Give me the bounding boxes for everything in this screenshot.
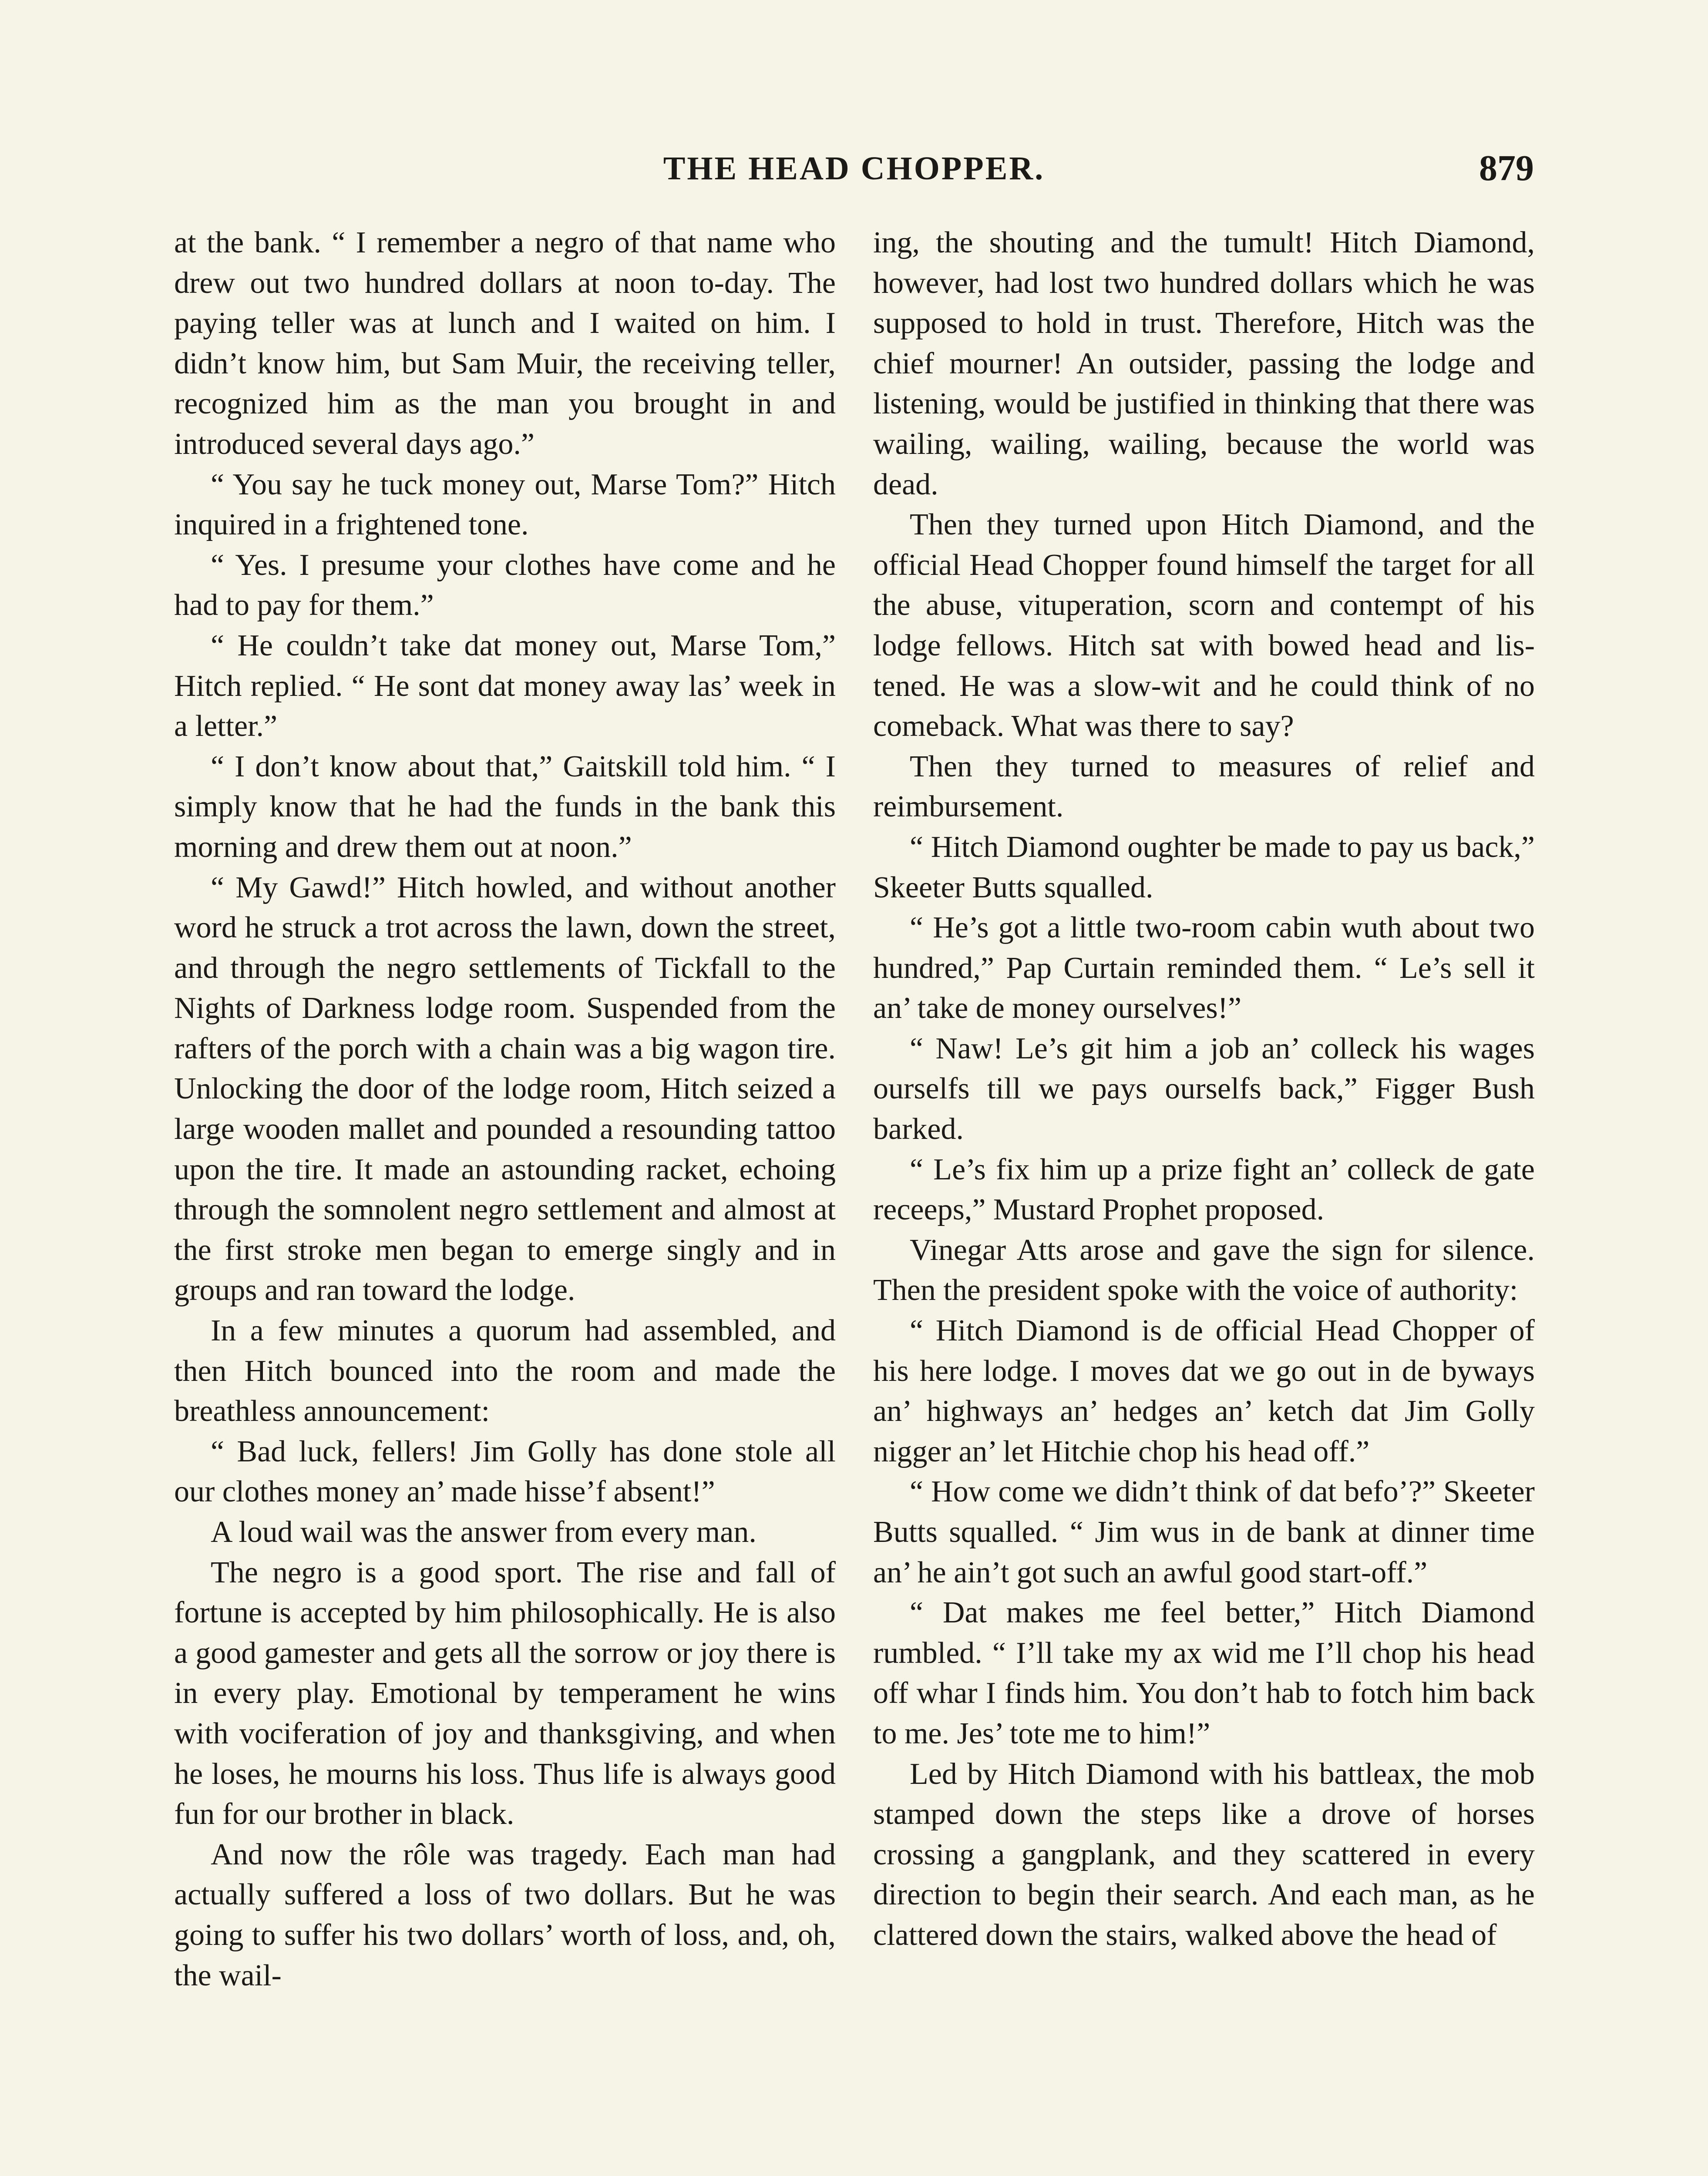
left-column [174, 223, 836, 1996]
page-title: THE HEAD CHOPPER. [663, 150, 1045, 187]
paragraph: “ How come we didn’t think of dat befo’?” Skeeter Butts squalled. “ Jim wus in de bank at dinner time an’ he ain’t got such an awful good start-off.” [873, 1475, 1535, 1589]
paragraph: Vinegar Atts arose and gave the sign for silence. Then the president spoke with the voice of authority: [873, 1233, 1535, 1307]
paragraph: Then they turned upon Hitch Diamond, and the official Head Chopper found himself the target for all the abuse, vituperation, scorn and contempt of his lodge fellows. Hitch sat with bowed head and listened. He was a slow-wit and he could think of no comeback. What was there to say? [873, 508, 1535, 743]
paragraph: “ I don’t know about that,” Gaitskill told him. “ I simply know that he had the funds in the bank this morning and drew them out at noon.” [174, 749, 836, 864]
paragraph: And now the rôle was tragedy. Each man had actually suffered a loss of two dollars. But he was going to suffer his two dollars’ worth of loss, and, oh, the wail- [174, 1837, 836, 1992]
paragraph: “ Dat makes me feel better,” Hitch Diamond rumbled. “ I’ll take my ax wid me I’ll chop his head off whar I finds him. You don’t hab to fotch him back to me. Jes’ tote me to him!” [873, 1596, 1535, 1750]
paragraph: “ Hitch Diamond is de official Head Chopper of his here lodge. I moves dat we go out in de byways an’ highways an’ hedges an’ ketch dat Jim Golly nigger an’ let Hitchie chop his head off.” [873, 1314, 1535, 1468]
paragraph: Then they turned to measures of relief and reimbursement. [873, 749, 1535, 824]
paragraph: at the bank. “ I remember a negro of that name who drew out two hundred dollars at noon to-day. The paying teller was at lunch and I waited on him. I didn’t know him, but Sam Muir, the receiving teller, recognized him as the man you brought in and introduced several days ago.” [174, 226, 836, 461]
paragraph: “ Yes. I presume your clothes have come and he had to pay for them.” [174, 548, 836, 622]
paragraph: The negro is a good sport. The rise and fall of fortune is accepted by him philosophically. He is also a good gamester and gets all the sorrow or joy there is in every play. Emotional by temperament he wins with vociferation of joy and thanksgiving, and when he loses, he mourns his loss. Thus life is always good fun for our brother in black. [174, 1555, 836, 1831]
paragraph: “ Hitch Diamond oughter be made to pay us back,” Skeeter Butts squalled. [873, 830, 1535, 904]
running-head [174, 144, 1534, 192]
paragraph: In a few minutes a quorum had assembled, and then Hitch bounced into the room and made the breathless announcement: [174, 1314, 836, 1428]
paragraph: Led by Hitch Diamond with his battleax, the mob stamped down the steps like a drove of horses crossing a gangplank, and they scattered in every direction to begin their search. And each man, as he clattered down the stairs, walked above the head of [873, 1757, 1535, 1952]
page-number: 879 [1479, 148, 1534, 188]
paragraph: “ He couldn’t take dat money out, Marse Tom,” Hitch replied. “ He sont dat money away las’ week in a letter.” [174, 628, 836, 743]
paragraph: ing, the shouting and the tumult! Hitch Diamond, however, had lost two hundred dollars which he was supposed to hold in trust. Therefore, Hitch was the chief mourner! An outsider, passing the lodge and listening, would be justified in thinking that there was wailing, wailing, wailing, because the world was dead. [873, 226, 1535, 501]
paragraph: “ Naw! Le’s git him a job an’ colleck his wages ourselfs till we pays ourselfs back,” Figger Bush barked. [873, 1031, 1535, 1146]
paragraph: “ Bad luck, fellers! Jim Golly has done stole all our clothes money an’ made hisse’f absent!” [174, 1434, 836, 1509]
right-column [873, 223, 1535, 1956]
paragraph: A loud wail was the answer from every man. [211, 1515, 756, 1549]
paragraph: “ He’s got a little two-room cabin wuth about two hundred,” Pap Curtain reminded them. “ Le’s sell it an’ take de money ourselves!” [873, 911, 1535, 1025]
paragraph: “ My Gawd!” Hitch howled, and without another word he struck a trot across the lawn, down the street, and through the negro settlements of Tickfall to the Nights of Darkness lodge room. Suspended from the rafters of the porch with a chain was a big wagon tire. Unlocking the door of the lodge room, Hitch seized a large wooden mallet and pounded a resounding tattoo upon the tire. It made an astounding racket, echoing through the somnolent negro settlement and almost at the first stroke men began to emerge singly and in groups and ran toward the lodge. [174, 870, 836, 1307]
paragraph: “ You say he tuck money out, Marse Tom?” Hitch inquired in a frightened tone. [174, 467, 836, 542]
paragraph: “ Le’s fix him up a prize fight an’ colleck de gate receeps,” Mustard Prophet proposed. [873, 1152, 1535, 1227]
